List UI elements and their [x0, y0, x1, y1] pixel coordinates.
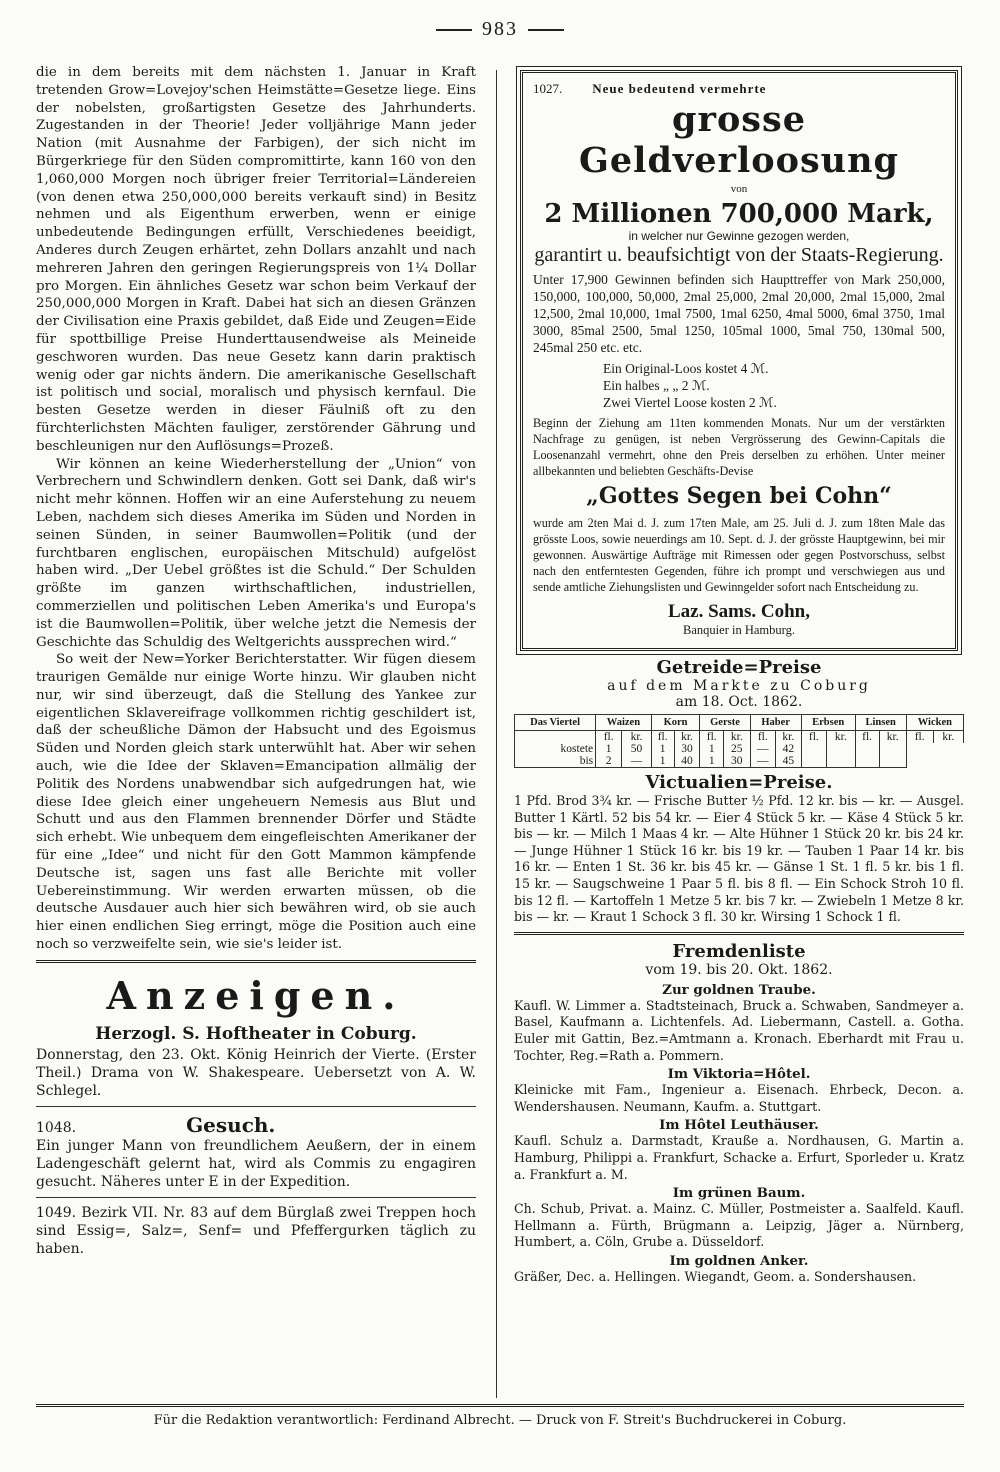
- column-header: Gerste: [700, 715, 750, 731]
- guest-list-text: Kaufl. Schulz a. Darmstadt, Krauße a. Nordhausen, G. Martin a. Hamburg, Philippi a. Frankfurt, Schacke a. Erfurt, Sporleder u. Kratz a. Frankfurt a. M.: [514, 1133, 964, 1182]
- table-cell: kostete: [515, 743, 596, 755]
- unit-cell: kr.: [827, 731, 856, 744]
- table-cell: [515, 731, 596, 744]
- getreide-subtitle: auf dem Markte zu Coburg: [607, 678, 871, 694]
- gesuch-title: Gesuch.: [186, 1112, 276, 1137]
- table-cell: 40: [674, 755, 700, 768]
- page-number: 983: [0, 18, 1000, 41]
- ad-body-1: Beginn der Ziehung am 11ten kommenden Monats. Nur um der verstärkten Nachfrage zu genügen, ist neben Vergrösserung des Gewinn-Capitals die Loosenanzahl vermehrt, ohne den Preis derselben zu erhöhen. Unter meiner allbekannten und beliebten Geschäfts-Devise: [533, 416, 945, 478]
- table-cell: [827, 755, 856, 768]
- table-cell: bis: [515, 755, 596, 768]
- viktualien-text: 1 Pfd. Brod 3¾ kr. — Frische Butter ½ Pfd. 12 kr. bis — kr. — Ausgel. Butter 1 Kärtl. 52 bis 54 kr. — Eier 4 Stück 5 kr. — Käse 4 Stück 5 kr. bis — kr. — Milch 1 Maas 4 kr. — Alte Hühner 1 Stück 20 kr. bis 24 kr. — Junge Hühner 1 Stück 16 kr. bis 19 kr. — Tauben 1 Paar 14 kr. bis 16 kr. — Enten 1 St. 36 kr. bis 45 kr. — Gänse 1 St. 1 fl. 5 kr. bis 1 fl. 15 kr. — Saugschweine 1 Paar 5 fl. bis 8 fl. — Ein Schock Stroh 10 fl. bis 12 fl. — Kartoffeln 1 Metze 5 kr. bis 7 kr. — Zwiebeln 1 Metze 8 kr. bis — kr. — Kraut 1 Schock 3 fl. 30 kr. Wirsing 1 Schock 1 fl.: [514, 793, 964, 925]
- unit-cell: kr.: [933, 731, 963, 744]
- guest-list-text: Kleinicke mit Fam., Ingenieur a. Eisenach. Ehrbeck, Decon. a. Wendershausen. Neumann, Kaufm. a. Stuttgart.: [514, 1082, 964, 1114]
- table-cell: 2: [596, 755, 622, 768]
- ad-signature-name: Laz. Sams. Cohn,: [668, 601, 810, 622]
- lottery-advert: [520, 70, 958, 651]
- hotel-heading: Im Viktoria=Hôtel.: [667, 1066, 811, 1083]
- hotel-heading: Im goldnen Anker.: [669, 1252, 809, 1269]
- left-column: [36, 64, 476, 1258]
- grain-price-table: [514, 714, 964, 768]
- table-cell: 42: [775, 743, 801, 755]
- fremdenliste-date: vom 19. bis 20. Okt. 1862.: [645, 961, 833, 978]
- unit-cell: fl.: [750, 731, 775, 744]
- column-header: Waizen: [596, 715, 652, 731]
- theater-text: Donnerstag, den 23. Okt. König Heinrich der Vierte. (Erster Theil.) Drama von W. Shakespeare. Uebersetzt von A. W. Schlegel.: [36, 1046, 476, 1099]
- ad-title: grosse Geldverloosung: [578, 99, 900, 181]
- column-header: Wicken: [906, 715, 963, 731]
- ad-millions: 2 Millionen 700,000 Mark,: [544, 199, 934, 229]
- fremdenliste: [514, 982, 964, 1286]
- table-cell: 45: [775, 755, 801, 768]
- table-cell: [855, 743, 879, 755]
- table-cell: 1: [651, 743, 674, 755]
- ad-signature-title: Banquier in Hamburg.: [683, 623, 795, 637]
- table-cell: 25: [723, 743, 750, 755]
- section-rule: [36, 1106, 476, 1107]
- article-paragraph: Wir können an keine Wiederherstellung der „Union“ von Verbrechern und Schwindlern denken. Gott sei Dank, daß wir's nicht mehr können. Hoffen wir an eine Auferstehung zu neuem Leben, nachdem sich dieses Amerika im Süden und Norden in seinen Sünden, in seiner Baumwollen=Politik (und der furchtbaren englischen, europäischen Mitschuld) aufgelöst haben wird. „Der Uebel größtes ist die Schuld.“ Der Schulden größte im ganzen wirthschaftlichen, industriellen, commerziellen und politischen Leben Amerika's und Europa's ist die Baumwollen=Politik, über welche jetzt die Nemesis der Geschichte das Schuldig des Weltgerichts aussprechen wird.“: [36, 456, 476, 650]
- unit-cell: fl.: [801, 731, 826, 744]
- column-header: Das Viertel: [515, 715, 596, 731]
- table-cell: [879, 743, 906, 755]
- table-cell: —: [750, 755, 775, 768]
- hotel-heading: Zur goldnen Traube.: [662, 981, 816, 998]
- column-header: Korn: [651, 715, 700, 731]
- table-header-row: [515, 715, 964, 731]
- table-cell: 30: [674, 743, 700, 755]
- table-cell: 1: [700, 755, 724, 768]
- unit-cell: kr.: [723, 731, 750, 744]
- gesuch-text: Ein junger Mann von freundlichem Aeußern, der in einem Ladengeschäft gelernt hat, wird als Commis zu engagiren gesucht. Näheres unter E in der Expedition.: [36, 1137, 476, 1190]
- unit-cell: kr.: [775, 731, 801, 744]
- unit-cell: fl.: [700, 731, 724, 744]
- table-cell: [801, 743, 826, 755]
- guest-list-text: Kaufl. W. Limmer a. Stadtsteinach, Bruck a. Schwaben, Sandmeyer a. Basel, Kaufmann a. Lichtenfels. Ad. Liebermann, Castell. a. Gotha. Euler mit Gattin, Bez.=Amtmann a. Kronach. Eberhardt mit Frau u. Tochter, Reg.=Rath a. Pommern.: [514, 997, 964, 1063]
- table-cell: [879, 755, 906, 768]
- column-header: Erbsen: [801, 715, 855, 731]
- guest-list-text: Ch. Schub, Privat. a. Mainz. C. Müller, Postmeister a. Saalfeld. Kaufl. Hellmann a. Fürth, Brügmann a. Leipzig, Jäger a. Nürnberg, Humbert, a. Cöln, Grube a. Düsseldorf.: [514, 1201, 964, 1250]
- hotel-heading: Im Hôtel Leuthäuser.: [659, 1117, 819, 1134]
- table-cell: 1: [596, 743, 622, 755]
- right-column: [514, 64, 964, 1285]
- table-cell: 50: [622, 743, 652, 755]
- unit-cell: fl.: [596, 731, 622, 744]
- table-cell: [801, 755, 826, 768]
- anzeigen-heading: Anzeigen.: [106, 972, 406, 1018]
- hotel-heading: Im grünen Baum.: [672, 1185, 806, 1202]
- table-cell: [855, 755, 879, 768]
- column-header: Linsen: [855, 715, 906, 731]
- unit-cell: kr.: [622, 731, 652, 744]
- unit-cell: fl.: [906, 731, 933, 744]
- table-row: [515, 755, 964, 768]
- guest-list-text: Gräßer, Dec. a. Hellingen. Wiegandt, Geom. a. Sondershausen.: [514, 1268, 917, 1284]
- ad-garantirt: garantirt u. beaufsichtigt von der Staats-Regierung.: [534, 244, 944, 266]
- getreide-date: am 18. Oct. 1862.: [675, 694, 803, 710]
- table-cell: 1: [651, 755, 674, 768]
- ad-number: 1027.: [533, 81, 563, 96]
- column-header: Haber: [750, 715, 801, 731]
- table-cell: —: [750, 743, 775, 755]
- gesuch-number: 1048.: [36, 1119, 77, 1136]
- ad-header-line: [533, 81, 945, 97]
- section-rule: [36, 1197, 476, 1198]
- table-cell: [827, 743, 856, 755]
- ad-loos-line: Ein halbes „ „ 2 ℳ.: [603, 378, 710, 393]
- table-cell: 30: [723, 755, 750, 768]
- unit-cell: fl.: [855, 731, 879, 744]
- ad-motto: „Gottes Segen bei Cohn“: [586, 483, 892, 509]
- ad-loos-prices: [603, 360, 945, 411]
- table-cell: 1: [700, 743, 724, 755]
- fremdenliste-title: Fremdenliste: [672, 940, 806, 962]
- section-rule: [514, 932, 964, 935]
- section-rule: [36, 960, 476, 963]
- ad-intro: Neue bedeutend vermehrte: [592, 81, 767, 96]
- ad-1049-text: 1049. Bezirk VII. Nr. 83 auf dem Bürglaß zwei Treppen hoch sind Essig=, Salz=, Senf= und Pfeffergurken täglich zu haben.: [36, 1204, 476, 1257]
- getreide-title: Getreide=Preise: [656, 657, 822, 678]
- table-row: [515, 731, 964, 744]
- gesuch-header: [36, 1113, 476, 1137]
- theater-heading: Herzogl. S. Hoftheater in Coburg.: [95, 1023, 417, 1044]
- article-text: [36, 64, 476, 954]
- article-paragraph: die in dem bereits mit dem nächsten 1. Januar in Kraft tretenden Grow=Lovejoy'schen Heimstätte=Gesetze liege. Eins der nobelsten, großartigsten Gesetze des Jahrhunderts. Zugestanden in der Theorie! Jeder volljährige Mann jeder Nation (mit Ausnahme der Farbigen), der sich nicht im Bürgerkriege für den Süden compromittirte, kann 160 von den 1,060,000 Morgen noch übriger freier Territorial=Ländereien (von denen etwa 250,000,000 bereits verkauft sind) in Besitz nehmen und als Eigenthum erwerben, wenn er einige unbedeutende Bedingungen erfüllt, Verschiedenes beeidigt, Anderes durch Zeugen erhärtet, zehn Dollars anzahlt und nach mehreren Jahren den geringen Regierungspreis von 1¼ Dollar pro Morgen. Ein ähnliches Gesetz war schon beim Verkauf der 250,000,000 Morgen in Kraft. Dabei hat sich an diesen Gränzen der Civilisation eine Praxis gebildet, daß Eide und Zeugen=Eide für spottbillige Preise Hunderttausendweise als Meineide geschworen wurden. Das neue Gesetz kann darin praktisch wenig oder gar nichts ändern. Die amerikanische Gesellschaft ist politisch und social, moralisch und physisch kernfaul. Die besten Gesetze werden in dieser Fäulniß oft zu den fürchterlichsten Mächten fauliger, zerstörender Gährung und beschleunigen nur den Auflösungs=Prozeß.: [36, 65, 476, 454]
- ad-in-welcher: in welcher nur Gewinne gezogen werden,: [628, 229, 850, 243]
- ad-loos-line: Ein Original-Loos kostet 4 ℳ.: [603, 361, 769, 376]
- ad-body-2: wurde am 2ten Mai d. J. zum 17ten Male, am 25. Juli d. J. zum 18ten Male das grösste Loos, sowie neuerdings am 10. Sept. d. J. der grösste Hauptgewinn, bei mir gewonnen. Auswärtige Aufträge mit Rimessen oder gegen Postvorschuss, selbst nach den entferntesten Gegenden, führe ich prompt und verschwiegen aus und sende amtliche Ziehungslisten und Gewinngelder sofort nach Entscheidung zu.: [533, 516, 945, 594]
- viktualien-title: Victualien=Preise.: [645, 772, 833, 793]
- unit-cell: kr.: [674, 731, 700, 744]
- ad-loos-line: Zwei Viertel Loose kosten 2 ℳ.: [603, 395, 777, 410]
- ad-prize-list: Unter 17,900 Gewinnen befinden sich Haupttreffer von Mark 250,000, 150,000, 100,000, 50,000, 2mal 25,000, 2mal 20,000, 2mal 15,000, 2mal 12,500, 2mal 10,000, 1mal 7500, 1mal 6250, 4mal 5000, 6mal 3750, 1mal 3000, 85mal 2500, 5mal 1250, 105mal 1000, 5mal 750, 130mal 500, 245mal 250 etc. etc.: [533, 272, 945, 355]
- column-divider: [496, 70, 497, 1398]
- table-row: [515, 743, 964, 755]
- ad-von: von: [730, 183, 748, 195]
- unit-cell: fl.: [651, 731, 674, 744]
- footer-imprint: Für die Redaktion verantwortlich: Ferdinand Albrecht. — Druck von F. Streit's Buchdruckerei in Coburg.: [36, 1404, 964, 1428]
- table-cell: —: [622, 755, 652, 768]
- article-paragraph: So weit der New=Yorker Berichterstatter. Wir fügen diesem traurigen Gemälde nur einige Worte hinzu. Wir glauben nicht nur, wir sind überzeugt, daß die Stellung des Yankee zur eigentlichen Sklavereifrage vollkommen richtig geschildert ist, daß der scheußliche Dämon der Habsucht und des Egoismus Süden und Norden gleich stark unterwühlt hat. Aber wir sehen auch, wie die Idee der Sklaven=Emancipation allmälig der Politik des Nordens unabwendbar sich aufgedrungen hat, wie diese Idee gleich einer ungeheuern Nemesis aus Blut und Schutt und aus den Flammen brennender Dörfer und Städte sich erhebt. Wie unbequem dem eingefleischten Amerikaner der für eine „Idee“ und nicht für den Gott Mammon kämpfende Deutsche ist, sagen uns fast alle Berichte mit voller Uebereinstimmung. Wir werden erwarten müssen, ob die deutsche Ausdauer auch hier sich bewähren wird, ob sie auch hier einen endlichen Sieg erringt, möge die Position auch eine noch so verzweifelte sein, wie sie's leider ist.: [36, 652, 476, 953]
- unit-cell: kr.: [879, 731, 906, 744]
